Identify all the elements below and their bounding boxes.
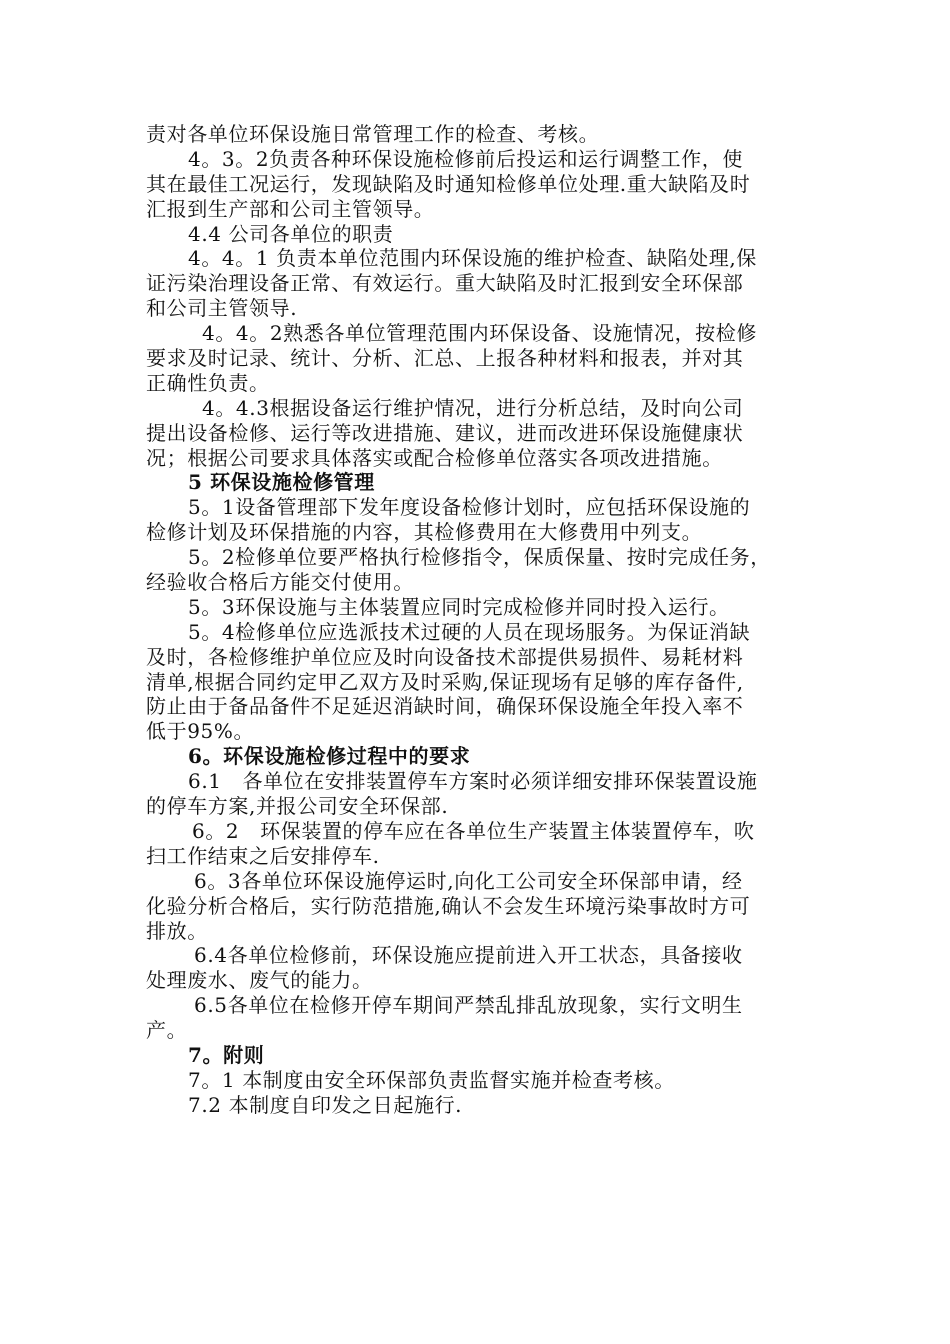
text-line: 清单,根据合同约定甲乙双方及时采购,保证现场有足够的库存备件,: [146, 669, 744, 694]
section-heading: 7。附则: [188, 1042, 265, 1067]
text-line: 6。3各单位环保设施停运时,向化工公司安全环保部申请，经: [194, 868, 743, 893]
text-line: 6.4各单位检修前，环保设施应提前进入开工状态，具备接收: [194, 943, 743, 968]
text-line: 6.5各单位在检修开停车期间严禁乱排乱放现象，实行文明生: [194, 993, 743, 1018]
text-line: 5。2检修单位要严格执行检修指令，保质保量、按时完成任务，: [188, 545, 771, 570]
text-line: 经验收合格后方能交付使用。: [146, 570, 414, 595]
text-line: 4。3。2负责各种环保设施检修前后投运和运行调整工作，使: [188, 146, 743, 171]
text-line: 5。4检修单位应选派技术过硬的人员在现场服务。为保证消缺: [188, 619, 751, 644]
section-heading: 6。环保设施检修过程中的要求: [188, 744, 471, 769]
text-line: 及时，各检修维护单位应及时向设备技术部提供易损件、易耗材料: [146, 644, 744, 669]
text-line: 化验分析合格后，实行防范措施,确认不会发生环境污染事故时方可: [146, 893, 751, 918]
text-line: 证污染治理设备正常、有效运行。重大缺陷及时汇报到安全环保部: [146, 271, 744, 296]
text-line: 况；根据公司要求具体落实或配合检修单位落实各项改进措施。: [146, 445, 723, 470]
document-page: [146, 122, 826, 1118]
text-line: 正确性负责。: [146, 370, 270, 395]
text-line: 检修计划及环保措施的内容，其检修费用在大修费用中列支。: [146, 520, 703, 545]
text-line: 处理废水、废气的能力。: [146, 968, 373, 993]
text-line: 4。4。1 负责本单位范围内环保设施的维护检查、缺陷处理,保: [188, 246, 757, 271]
text-line: 和公司主管领导.: [146, 296, 298, 321]
section-heading: 5 环保设施检修管理: [188, 470, 375, 495]
text-line: 的停车方案,并报公司安全环保部.: [146, 794, 449, 819]
text-line: 4.4 公司各单位的职责: [188, 221, 394, 246]
text-line: 防止由于备品备件不足延迟消缺时间，确保环保设施全年投入率不: [146, 694, 744, 719]
text-line: 5。3环保设施与主体装置应同时完成检修并同时投入运行。: [188, 594, 730, 619]
text-line: 提出设备检修、运行等改进措施、建议，进而改进环保设施健康状: [146, 420, 744, 445]
text-line: 4。4.3根据设备运行维护情况，进行分析总结，及时向公司: [202, 395, 744, 420]
text-line: 4。4。2熟悉各单位管理范围内环保设备、设施情况，按检修: [202, 321, 757, 346]
text-line: 责对各单位环保设施日常管理工作的检查、考核。: [146, 122, 600, 146]
text-line: 产。: [146, 1018, 188, 1043]
text-line: 其在最佳工况运行，发现缺陷及时通知检修单位处理.重大缺陷及时: [146, 171, 751, 196]
text-line: 7。1 本制度由安全环保部负责监督实施并检查考核。: [188, 1067, 675, 1092]
text-line: 排放。: [146, 918, 208, 943]
text-line: 5。1设备管理部下发年度设备检修计划时，应包括环保设施的: [188, 495, 751, 520]
text-line: 扫工作结束之后安排停车.: [146, 843, 380, 868]
text-line: 6.1 各单位在安排装置停车方案时必须详细安排环保装置设施: [188, 769, 758, 794]
text-line: 要求及时记录、统计、分析、汇总、上报各种材料和报表，并对其: [146, 346, 744, 371]
text-line: 7.2 本制度自印发之日起施行.: [188, 1092, 463, 1117]
text-line: 汇报到生产部和公司主管领导。: [146, 196, 435, 221]
text-line: 低于95%。: [146, 719, 255, 744]
text-line: 6。2 环保装置的停车应在各单位生产装置主体装置停车，吹: [192, 818, 755, 843]
